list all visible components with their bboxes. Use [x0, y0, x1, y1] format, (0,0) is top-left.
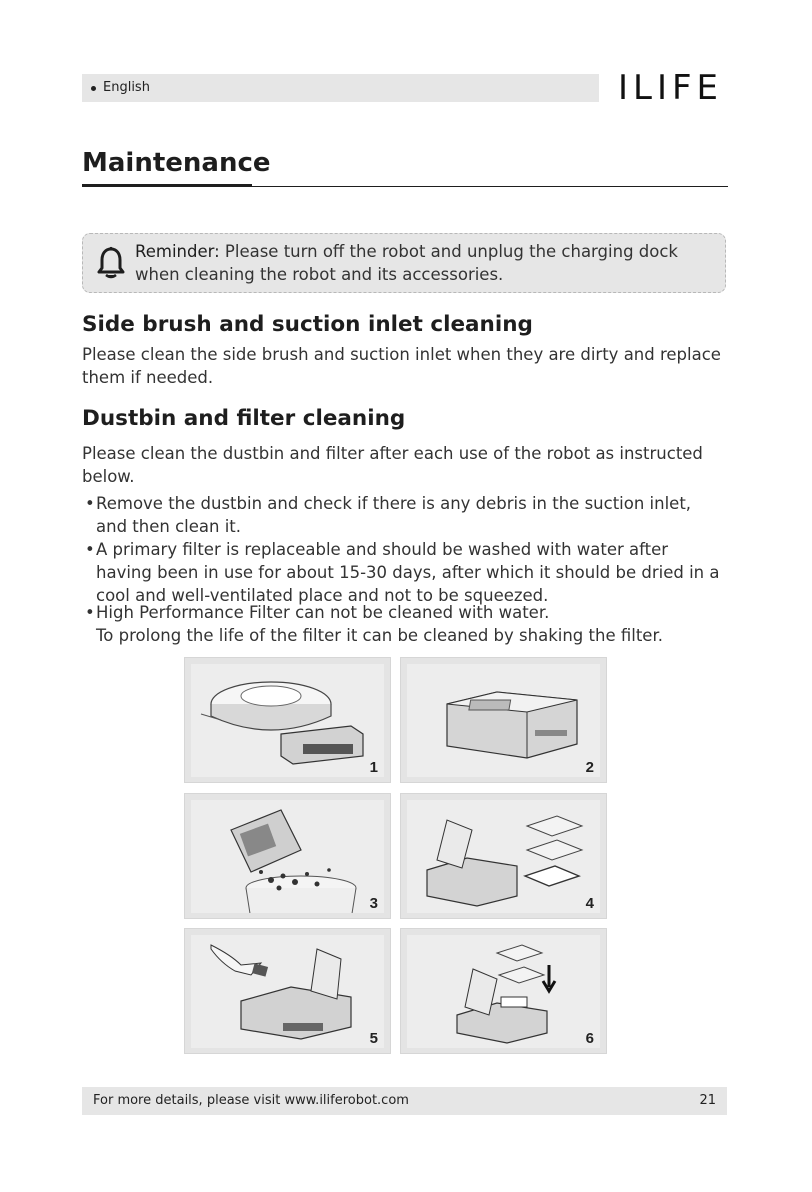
section1-line1: Please clean the side brush and suction inlet when they are dirty and replace	[82, 345, 721, 364]
emptying-dustbin-illustration	[191, 800, 384, 913]
bullet2-line3: cool and well-ventilated place and not to be squeezed.	[96, 586, 549, 605]
figure-number: 2	[585, 759, 594, 776]
figure-number: 1	[369, 759, 378, 776]
reminder-label: Reminder:	[135, 242, 220, 261]
bullet-icon	[91, 86, 96, 91]
title-underline	[82, 184, 252, 187]
section-heading-dustbin: Dustbin and filter cleaning	[82, 406, 406, 431]
bullet-icon: •	[85, 603, 95, 622]
reminder-box	[82, 233, 726, 293]
figure-number: 4	[585, 895, 594, 912]
bullet3-line2: To prolong the life of the filter it can be cleaned by shaking the filter.	[96, 626, 663, 645]
title-rule	[252, 186, 728, 187]
footer-text: For more details, please visit www.iliferobot.com	[93, 1093, 409, 1108]
page-number: 21	[699, 1093, 716, 1108]
list-item	[82, 538, 732, 607]
figure-number: 3	[369, 895, 378, 912]
section-text-side-brush	[82, 343, 732, 389]
filter-removal-illustration	[407, 800, 600, 913]
figure-step-4	[400, 793, 607, 919]
brand-logo: ILIFE	[618, 68, 724, 108]
figure-number: 5	[369, 1030, 378, 1047]
section2-line2: below.	[82, 467, 135, 486]
figure-step-1	[184, 657, 391, 783]
figure-number: 6	[585, 1030, 594, 1047]
section-heading-side-brush: Side brush and suction inlet cleaning	[82, 312, 533, 337]
figure-step-2	[400, 657, 607, 783]
filter-reinstall-illustration	[407, 935, 600, 1048]
brush-cleaning-illustration	[191, 935, 384, 1048]
bullet3-line1: High Performance Filter can not be cleaned with water.	[96, 603, 550, 622]
bullet1-line2: and then clean it.	[96, 517, 241, 536]
figure-step-3	[184, 793, 391, 919]
figure-step-6	[400, 928, 607, 1054]
section1-line2: them if needed.	[82, 368, 214, 387]
section2-line1: Please clean the dustbin and filter after each use of the robot as instructed	[82, 444, 703, 463]
bullet-icon: •	[85, 540, 95, 559]
figure-step-5	[184, 928, 391, 1054]
reminder-text	[135, 240, 725, 286]
page-title: Maintenance	[82, 148, 271, 178]
list-item	[82, 601, 732, 647]
bullet-icon: •	[85, 494, 95, 513]
bullet2-line2: having been in use for about 15-30 days, after which it should be dried in a	[96, 563, 720, 582]
language-label: English	[103, 80, 150, 95]
footer-bar	[82, 1087, 727, 1115]
reminder-line1: Please turn off the robot and unplug the charging dock	[219, 242, 678, 261]
reminder-line2: when cleaning the robot and its accessories.	[135, 265, 504, 284]
language-bar	[82, 74, 599, 102]
section-text-dustbin	[82, 442, 732, 488]
bullet2-line1: A primary filter is replaceable and should be washed with water after	[96, 540, 669, 559]
robot-dustbin-removal-illustration	[191, 664, 384, 777]
dustbin-illustration	[407, 664, 600, 777]
list-item	[82, 492, 732, 538]
bell-icon	[96, 246, 126, 282]
bullet1-line1: Remove the dustbin and check if there is any debris in the suction inlet,	[96, 494, 692, 513]
